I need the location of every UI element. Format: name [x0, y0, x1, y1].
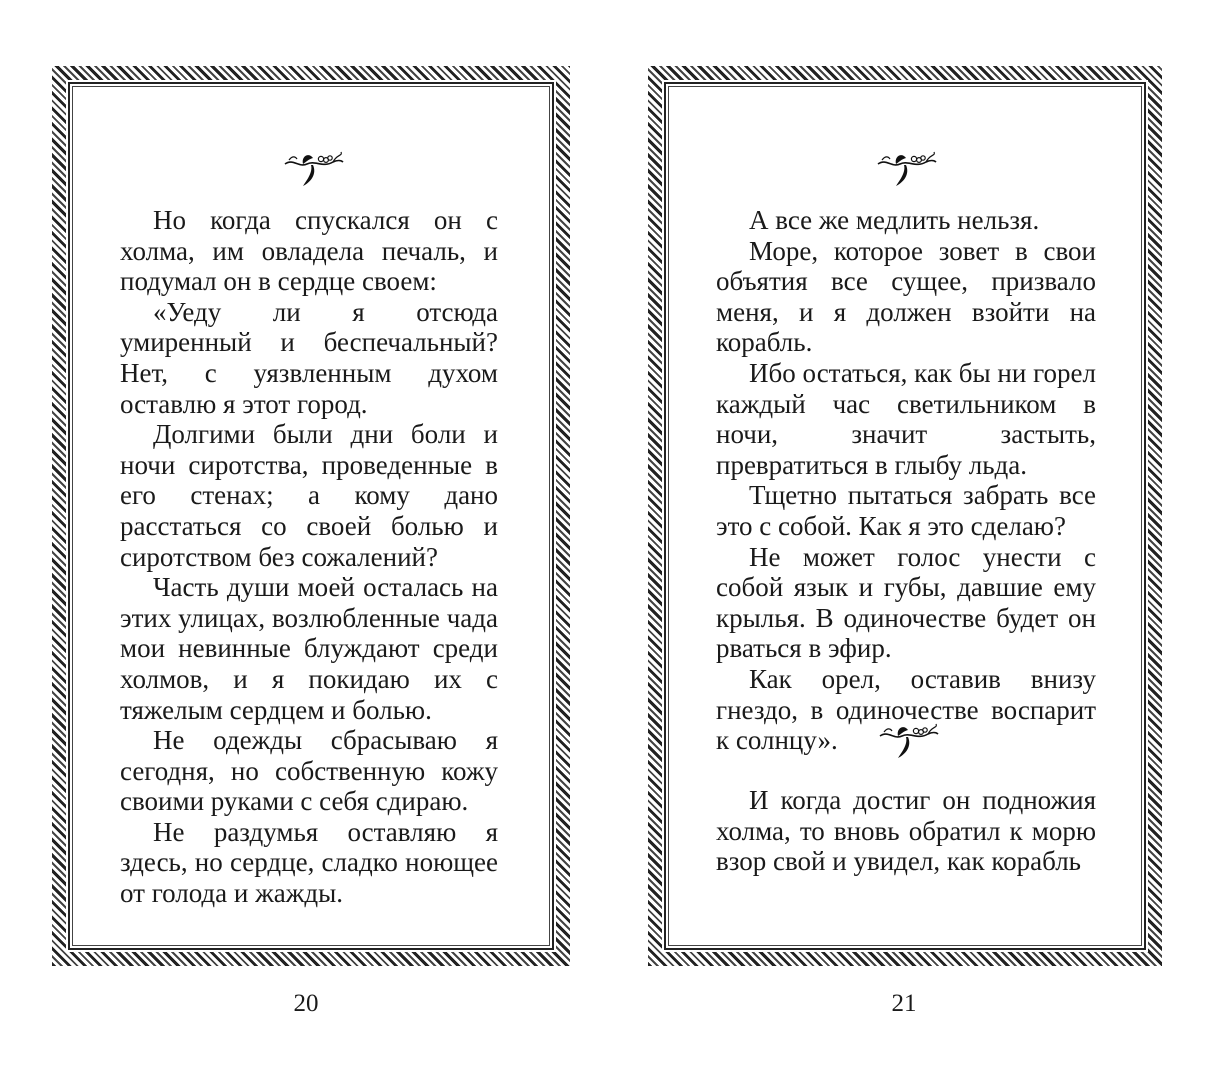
leaf-sprig-icon — [876, 150, 938, 190]
paragraph: Как орел, оставив внизу гнездо, в одиночестве воспарит к солнцу». — [716, 663, 1096, 756]
paragraph: «Уеду ли я отсюда умиренный и беспечальный? Нет, с уязвленным духом оставлю я этот город. — [120, 296, 498, 419]
paragraph: Часть души моей осталась на этих улицах, возлюбленные чада мои невинные блуждают среди холмов, и я покидаю их с тяжелым сердцем и болью. — [120, 572, 498, 725]
left-page-text — [120, 205, 498, 909]
left-page — [0, 0, 606, 1080]
paragraph: Не раздумья оставляю я здесь, но сердце, сладко ноющее от голода и жажды. — [120, 816, 498, 909]
paragraph: Не может голос унести с собой язык и губы, давшие ему крылья. В одиночестве будет он рваться в эфир. — [716, 541, 1096, 664]
paragraph: И когда достиг он подножия холма, то вновь обратил к морю взор свой и увидел, как корабль — [716, 785, 1096, 877]
paragraph: Море, которое зовет в свои объятия все сущее, призвало меня, и я должен взойти на корабль. — [716, 235, 1096, 358]
paragraph: Тщетно пытаться забрать все это с собой. Как я это сделаю? — [716, 480, 1096, 541]
page-number: 20 — [293, 990, 319, 1017]
paragraph: А все же медлить нельзя. — [749, 205, 1040, 235]
leaf-sprig-icon — [878, 722, 940, 762]
page-number: 21 — [891, 990, 917, 1017]
paragraph: Не одежды сбрасываю я сегодня, но собственную кожу своими руками с себя сдираю. — [120, 725, 498, 817]
paragraph: Ибо остаться, как бы ни горел каждый час светильником в ночи, значит застыть, превратиться в глыбу льда. — [716, 357, 1096, 480]
right-page-text — [716, 205, 1096, 756]
right-page — [606, 0, 1213, 1080]
leaf-sprig-icon — [283, 150, 345, 190]
paragraph: Но когда спускался он с холма, им овладела печаль, и подумал он в сердце своем: — [120, 205, 498, 297]
right-page-text-section-2 — [716, 785, 1096, 877]
paragraph: Долгими были дни боли и ночи сиротства, проведенные в его стенах; а кому дано расстаться со своей болью и сиротством без сожалений? — [120, 419, 498, 572]
